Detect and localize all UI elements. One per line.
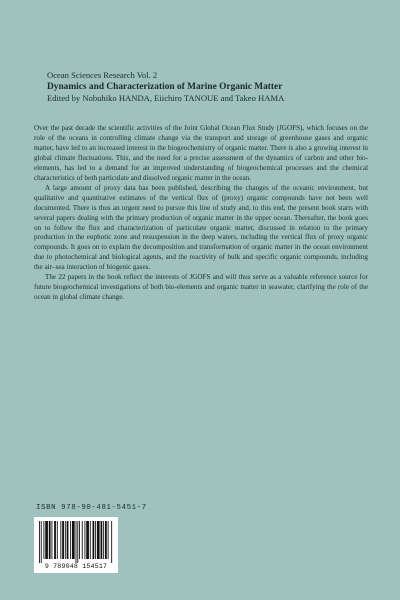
- barcode-bar: [92, 521, 94, 559]
- barcode-bar: [97, 521, 100, 559]
- blurb-paragraph-2: A large amount of proxy data has been published, describing the changes of the oceanic environment, but qualitative and quantitative estimates of the vertical flux of (proxy) organic compounds have not been well documented. There is thus an urgent need to pursue this line of study and, to this end, the present book starts with several papers dealing with the primary production of organic matter in the upper ocean. Thereafter, the book goes on to follow the flux and characterization of particulate organic matter, discussed in relation to the primary production in the euphotic zone and resuspension in the deep waters, including the vertical flux of proxy organic compounds. It goes on to explain the decomposition and transformation of organic matter in the ocean environment due to photochemical and biological agents, and the reactivity of bulk and specific organic compounds, including the air–sea interaction of biogenic gases.: [34, 183, 368, 272]
- barcode-bar: [62, 521, 64, 559]
- blurb-paragraph-3: The 22 papers in the book reflect the interests of JGOFS and will thus serve as a valuable reference source for future biogeochemical investigations of both bio-elements and organic matter in seawater, clarifying the role of the ocean in global climate change.: [34, 273, 368, 302]
- barcode-bar: [41, 521, 42, 563]
- editors-line: Edited by Nobuhiko HANDA, Eiichiro TANOUE and Takeo HAMA: [47, 93, 285, 103]
- barcode-bar: [51, 521, 52, 559]
- barcode-bar: [43, 521, 44, 559]
- barcode-bar: [49, 521, 51, 559]
- barcode-bar: [84, 521, 85, 559]
- barcode-bar: [105, 521, 107, 559]
- barcode-bar: [79, 521, 80, 559]
- barcode-bar: [72, 521, 75, 559]
- barcode-bar: [67, 521, 69, 559]
- barcode-bar: [54, 521, 56, 559]
- barcode-bars-icon: [39, 521, 113, 563]
- barcode-bar: [108, 521, 109, 559]
- barcode-bar: [111, 521, 112, 563]
- barcode-bar: [82, 521, 83, 559]
- series-name: Ocean Sciences Research Vol. 2: [47, 70, 158, 80]
- barcode-bar: [101, 521, 103, 559]
- blurb: [34, 124, 368, 303]
- barcode-bar: [60, 521, 61, 559]
- barcode-bar: [39, 521, 40, 563]
- barcode-bar: [70, 521, 71, 559]
- barcode-digits: 9 789048 154517: [44, 563, 108, 570]
- barcode-bar: [76, 521, 77, 563]
- barcode-bar: [95, 521, 96, 559]
- blurb-paragraph-1: Over the past decade the scientific activities of the Joint Global Ocean Flux Study (JGOFS), which focuses on the role of the oceans in controlling climate change via the transport and storage of greenhouse gases and organic matter, have led to an increased interest in the biogeochemistry of organic matter. There is also a growing interest in global climate fluctuations. This, and the need for a precise assessment of the dynamics of carbon and other bio-elements, has led to a demand for an improved understanding of biogeochemical processes and the chemical characteristics of both particulate and dissolved organic matter in the ocean.: [34, 124, 368, 182]
- barcode: [34, 517, 118, 573]
- barcode-bar: [57, 521, 58, 559]
- barcode-bar: [86, 521, 89, 559]
- isbn-number: ISBN 978-90-481-5451-7: [36, 504, 147, 512]
- barcode-bar: [77, 521, 78, 563]
- barcode-bar: [45, 521, 48, 559]
- barcode-bar: [103, 521, 104, 559]
- barcode-bar: [90, 521, 91, 559]
- cover-header: [47, 70, 367, 104]
- book-title: Dynamics and Characterization of Marine Organic Matter: [47, 82, 283, 92]
- barcode-bar: [65, 521, 66, 559]
